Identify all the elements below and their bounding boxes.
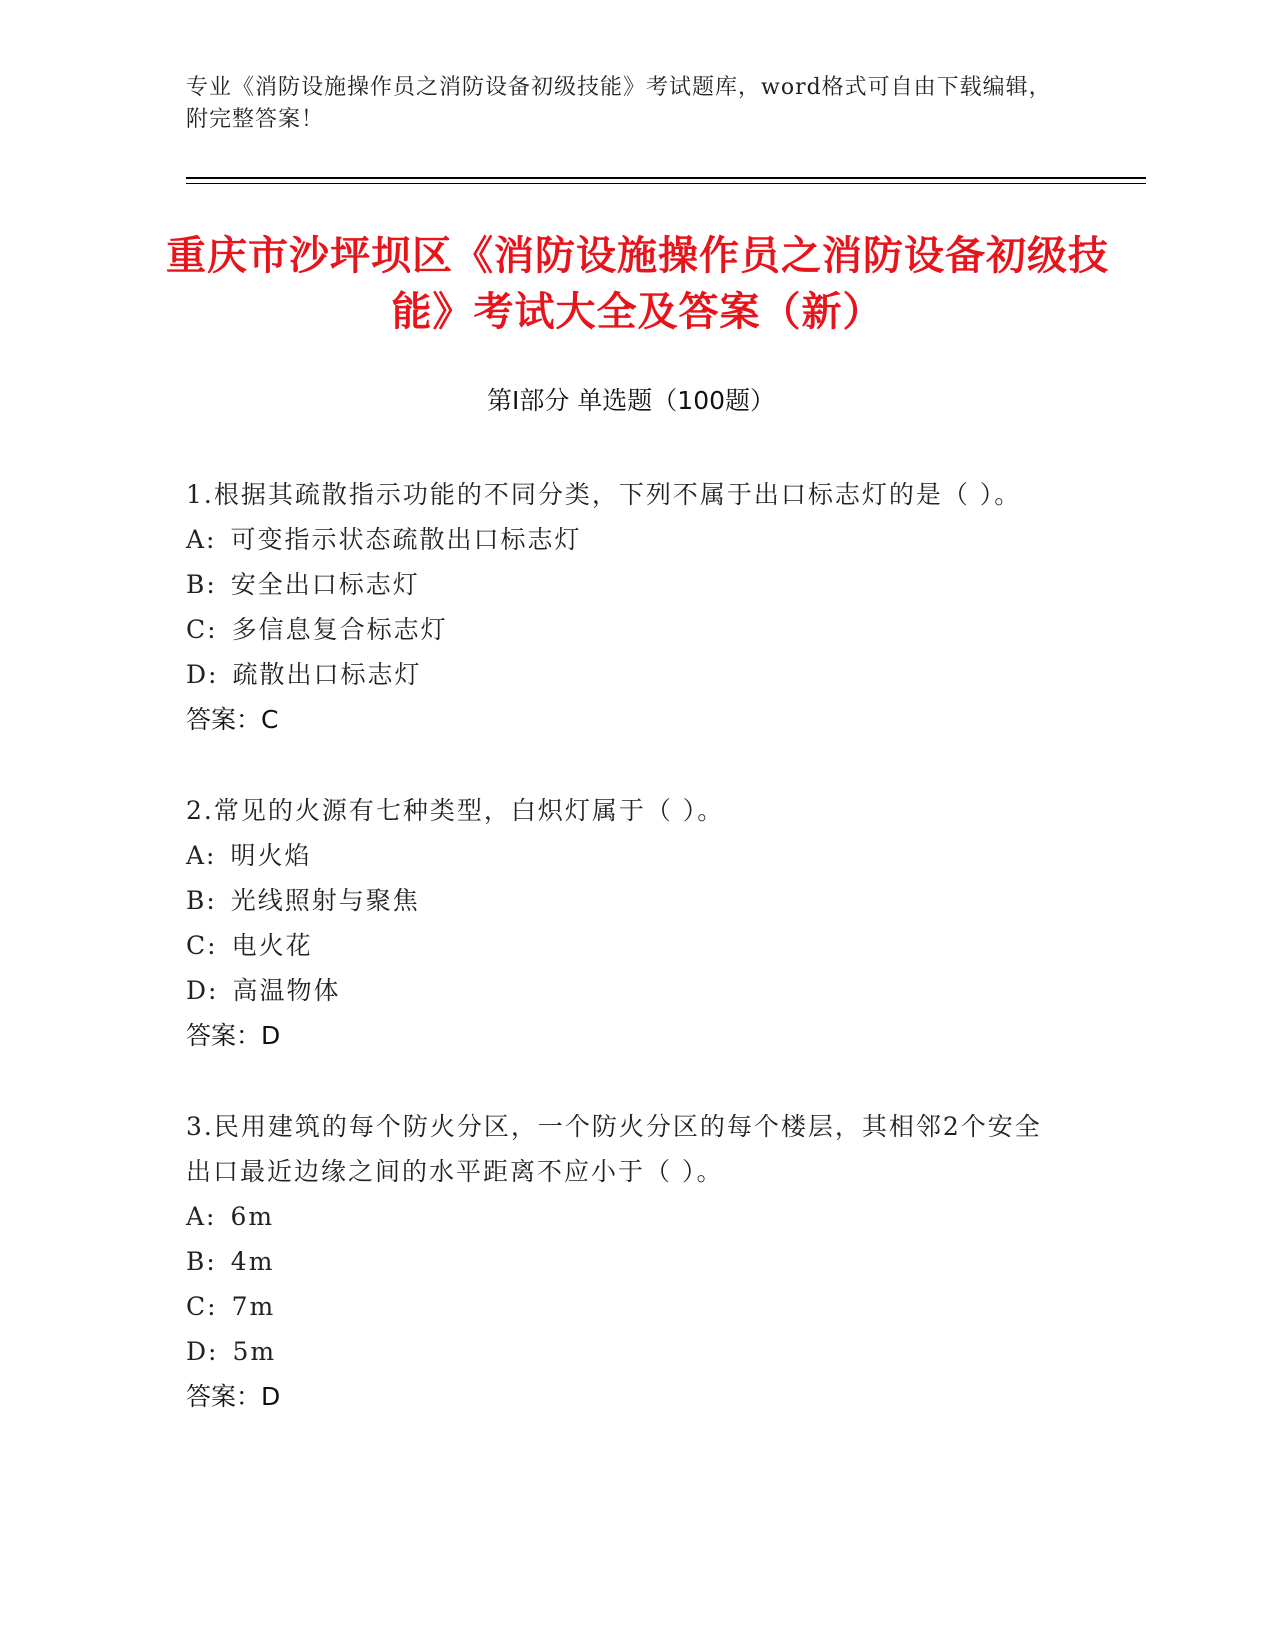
option-letter: B:: [186, 570, 217, 599]
answer-line: 答案：C: [186, 705, 279, 734]
option-text: 疏散出口标志灯: [232, 660, 422, 689]
option-letter: D:: [186, 976, 219, 1005]
option-c: [186, 607, 1066, 652]
option-letter: C:: [186, 931, 218, 960]
question-2: [186, 788, 1066, 1058]
header-note: 专业《消防设施操作员之消防设备初级技能》考试题库，word格式可自由下载编辑，附完整答案！: [186, 75, 1052, 132]
option-text: 光线照射与聚焦: [230, 886, 420, 915]
option-list: [186, 517, 1066, 697]
question-1: [186, 472, 1066, 742]
option-a: [186, 1194, 1066, 1239]
option-letter: C:: [186, 615, 218, 644]
option-d: [186, 1329, 1066, 1374]
question-text: 2.常见的火源有七种类型，白炽灯属于（ ）。: [186, 796, 725, 825]
option-text: 多信息复合标志灯: [231, 615, 448, 644]
option-d: [186, 968, 1066, 1013]
option-b: [186, 562, 1066, 607]
option-text: 7m: [231, 1292, 276, 1321]
option-letter: B:: [186, 886, 217, 915]
option-c: [186, 1284, 1066, 1329]
header-rule-thin: [186, 183, 1146, 184]
answer-line: 答案：D: [186, 1021, 281, 1050]
option-letter: A:: [186, 841, 217, 870]
option-c: [186, 923, 1066, 968]
option-text: 4m: [230, 1247, 275, 1276]
option-letter: A:: [186, 525, 217, 554]
question-text: 1.根据其疏散指示功能的不同分类，下列不属于出口标志灯的是（ ）。: [186, 480, 1022, 509]
question-list: [186, 472, 1066, 1465]
option-d: [186, 652, 1066, 697]
option-text: 5m: [232, 1337, 277, 1366]
option-a: [186, 517, 1066, 562]
option-letter: C:: [186, 1292, 218, 1321]
option-text: 6m: [230, 1202, 275, 1231]
option-letter: D:: [186, 1337, 219, 1366]
header-rule-thick: [186, 177, 1146, 179]
option-letter: B:: [186, 1247, 217, 1276]
option-letter: D:: [186, 660, 219, 689]
option-text: 可变指示状态疏散出口标志灯: [230, 525, 582, 554]
answer-line: 答案：D: [186, 1382, 281, 1411]
option-b: [186, 878, 1066, 923]
option-letter: A:: [186, 1202, 217, 1231]
option-text: 高温物体: [232, 976, 341, 1005]
option-list: [186, 1194, 1066, 1374]
option-list: [186, 833, 1066, 1013]
option-text: 安全出口标志灯: [230, 570, 420, 599]
option-a: [186, 833, 1066, 878]
question-3: [186, 1104, 1066, 1419]
document-title: 重庆市沙坪坝区《消防设施操作员之消防设备初级技能》考试大全及答案（新）: [166, 233, 1109, 335]
question-text: 3.民用建筑的每个防火分区，一个防火分区的每个楼层，其相邻2个安全出口最近边缘之间的水平距离不应小于（ ）。: [186, 1112, 1042, 1186]
option-text: 明火焰: [230, 841, 312, 870]
section-title: 第Ⅰ部分 单选题（100题）: [486, 386, 776, 415]
option-b: [186, 1239, 1066, 1284]
option-text: 电火花: [231, 931, 313, 960]
